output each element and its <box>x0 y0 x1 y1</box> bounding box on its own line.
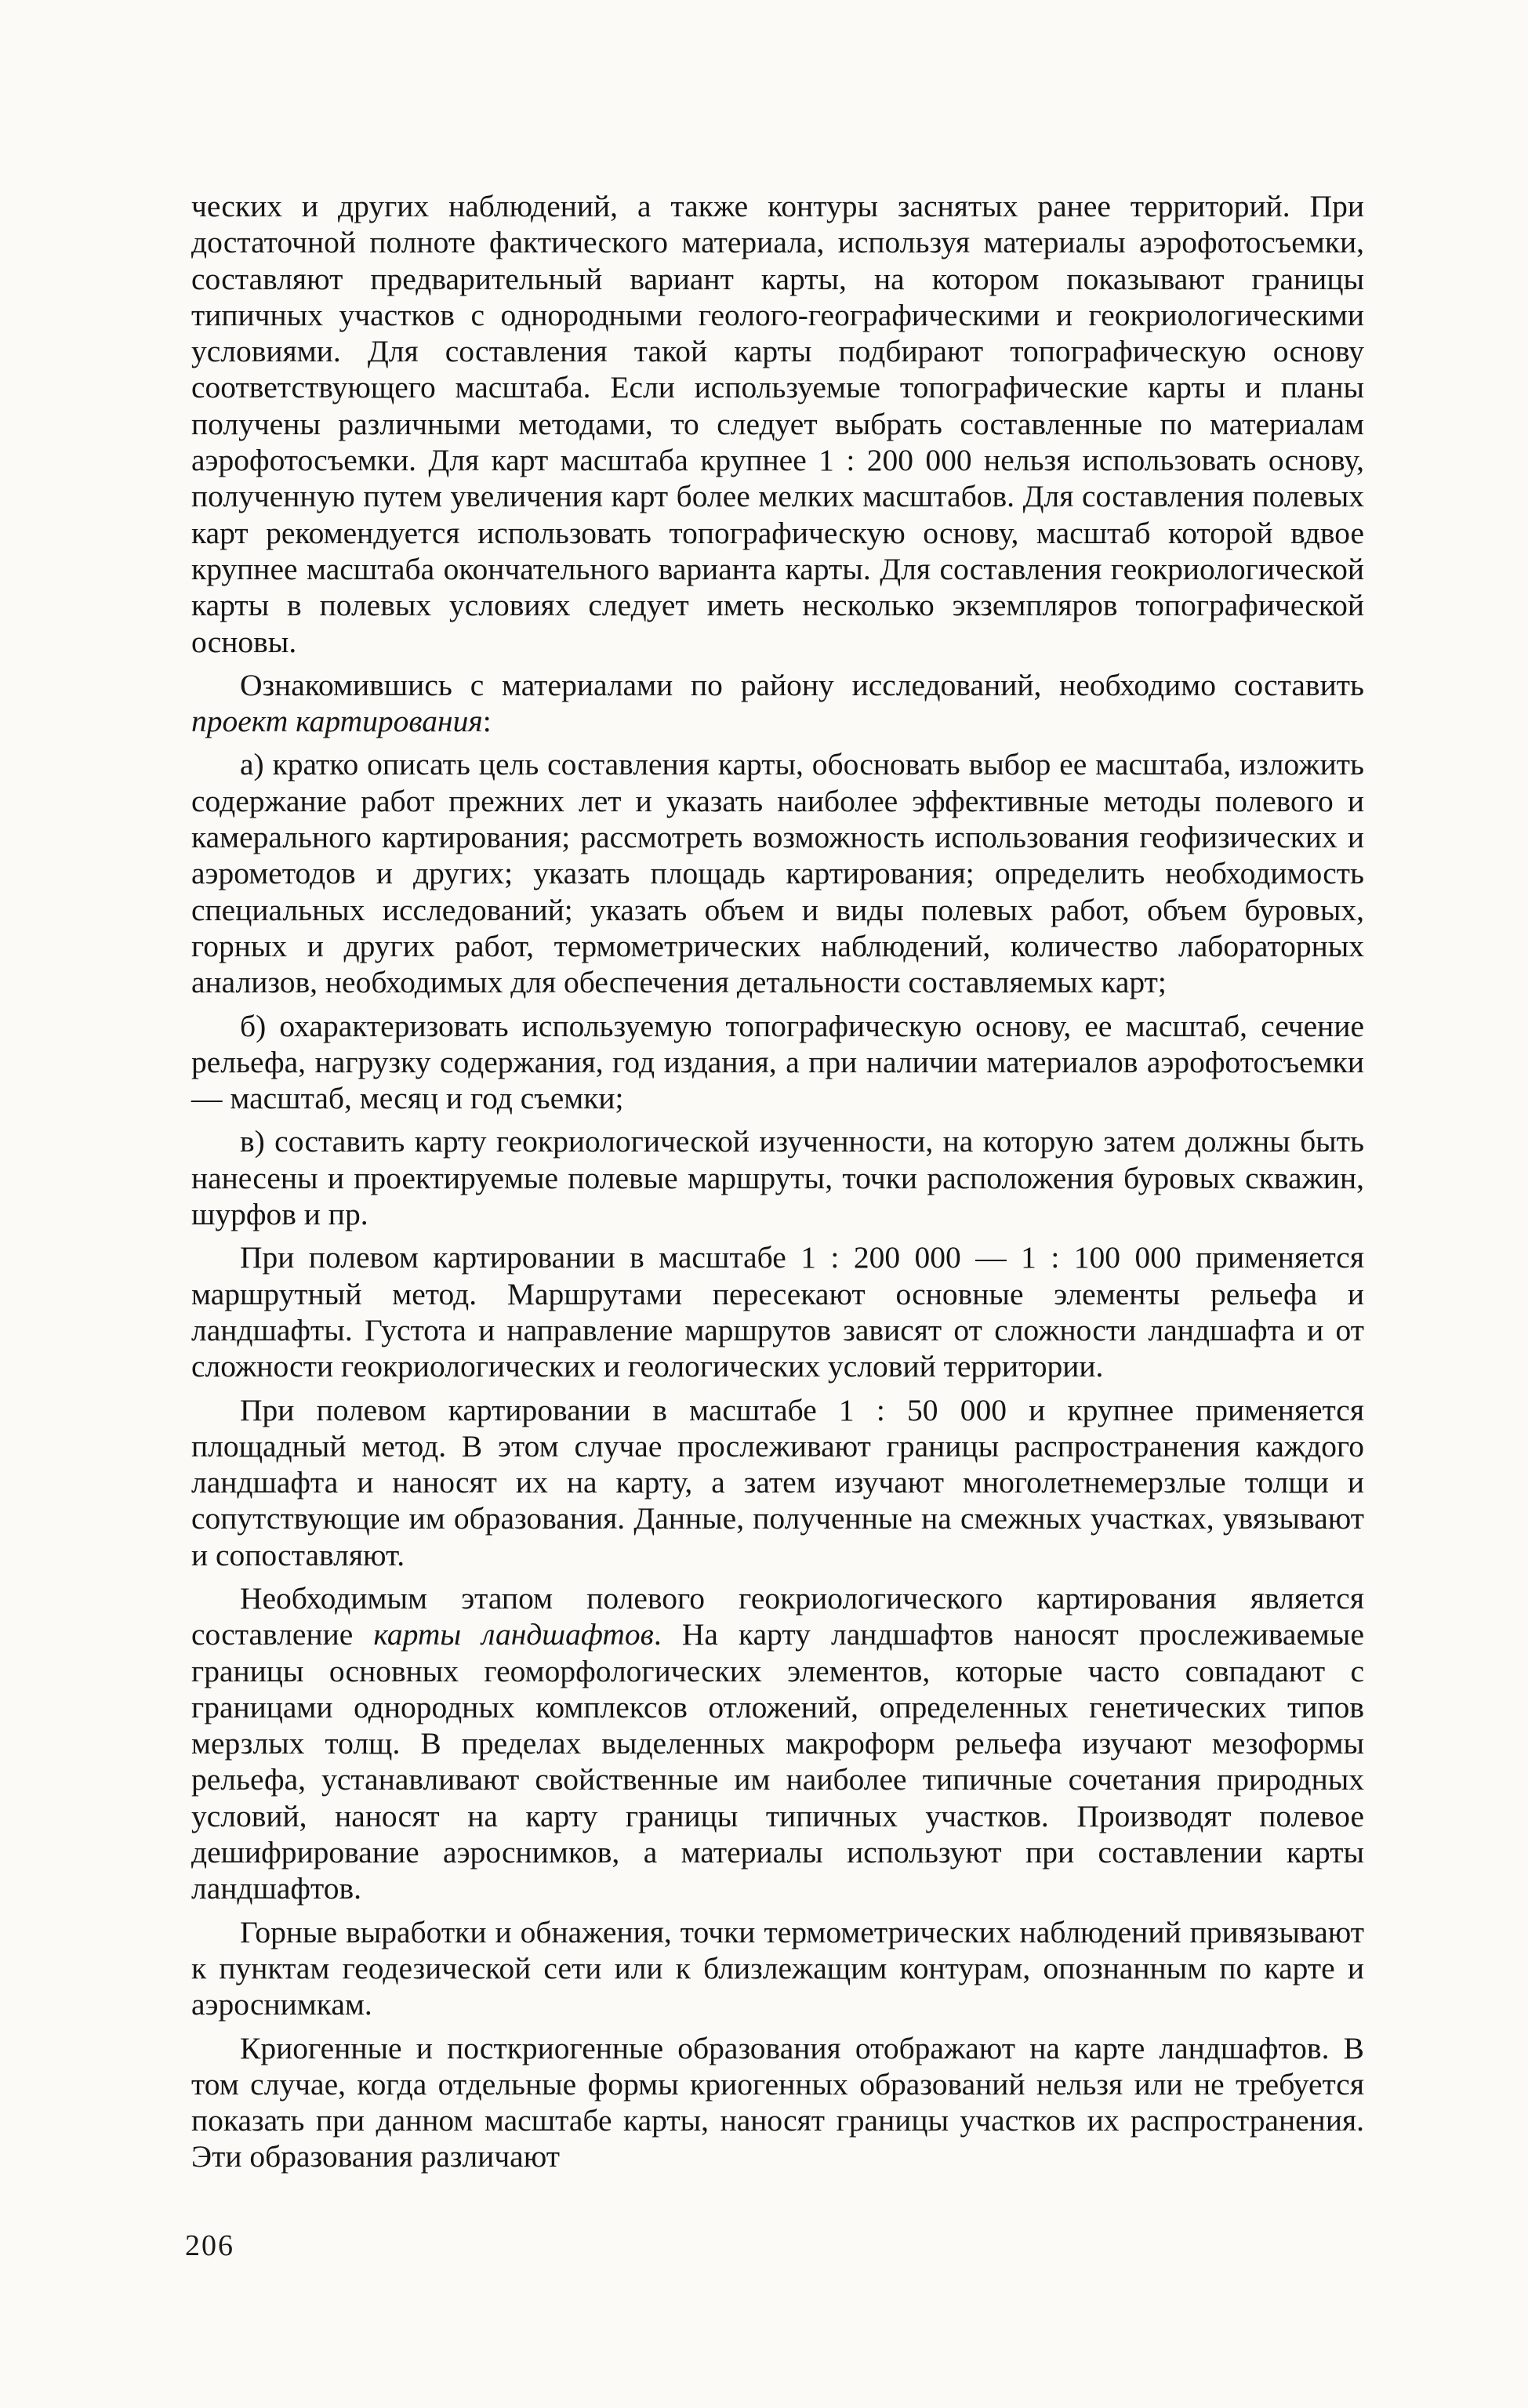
paragraph <box>191 1580 1364 1907</box>
page-number: 206 <box>185 2229 234 2262</box>
italic-term: проект картирования <box>191 704 483 739</box>
text-run: ческих и других наблюдений, а также контуры заснятых ранее территорий. При достаточной полноте фактического материала, используя материалы аэрофотосъемки, составляют предварительный вариант карты, на котором показывают границы типичных участков с однородными геолого-географическими и геокриологическими условиями. Для составления такой карты подбирают топографическую основу соответствующего масштаба. Если используемые топографические карты и планы получены различными методами, то следует выбрать составленные по материалам аэрофотосъемки. Для карт масштаба крупнее 1 : 200 000 нельзя использовать основу, полученную путем увеличения карт более мелких масштабов. Для составления полевых карт рекомендуется использовать топографическую основу, масштаб которой вдвое крупнее масштаба окончательного варианта карты. Для составления геокриологической карты в полевых условиях следует иметь несколько экземпляров топографической основы. <box>191 189 1364 659</box>
text-run: Необходимым этапом полевого геокриологического картирования является составление <box>191 1580 1364 1652</box>
paragraph <box>191 667 1364 740</box>
paragraph <box>191 746 1364 1000</box>
paragraph <box>191 1392 1364 1573</box>
body-text <box>191 188 1364 2182</box>
text-run: При полевом картировании в масштабе 1 : 50 000 и крупнее применяется площадный метод. В этом случае прослеживают границы распространения каждого ландшафта и наносят их на карту, а затем изучают многолетнемерзлые толщи и сопутствующие им образования. Данные, полученные на смежных участках, увязывают и сопоставляют. <box>191 1392 1364 1572</box>
paragraph <box>191 1239 1364 1384</box>
text-run: : <box>482 704 492 739</box>
paragraph <box>191 1008 1364 1117</box>
paragraph <box>191 1914 1364 2023</box>
text-run: Ознакомившись с материалами по району исследований, необходимо составить <box>240 667 1364 702</box>
text-run: а) кратко описать цель составления карты, обосновать выбор ее масштаба, изложить содержание работ прежних лет и указать наиболее эффективные методы полевого и камерального картирования; рассмотреть возможность использования геофизических и аэрометодов и других; указать площадь картирования; определить необходимость специальных исследований; указать объем и виды полевых работ, объем буровых, горных и других работ, термометрических наблюдений, количество лабораторных анализов, необходимых для обеспечения детальности составляемых карт; <box>191 747 1364 1000</box>
paragraph <box>191 2030 1364 2175</box>
text-run: При полевом картировании в масштабе 1 : 200 000 — 1 : 100 000 применяется маршрутный метод. Маршрутами пересекают основные элементы рельефа и ландшафты. Густота и направление маршрутов зависят от сложности ландшафта и от сложности геокриологических и геологических условий территории. <box>191 1240 1364 1384</box>
italic-term: карты ландшафтов <box>373 1617 654 1652</box>
paragraph <box>191 188 1364 660</box>
text-run: . На карту ландшафтов наносят прослеживаемые границы основных геоморфологических элементов, которые часто совпадают с границами однородных комплексов отложений, определенных генетических типов мерзлых толщ. В пределах выделенных макроформ рельефа изучают мезоформы рельефа, устанавливают свойственные им наиболее типичные сочетания природных условий, наносят на карту границы типичных участков. Производят полевое дешифрирование аэроснимков, а материалы используют при составлении карты ландшафтов. <box>191 1617 1364 1906</box>
text-run: в) составить карту геокриологической изученности, на которую затем должны быть нанесены и проектируемые полевые маршруты, точки расположения буровых скважин, шурфов и пр. <box>191 1124 1364 1232</box>
text-run: Криогенные и посткриогенные образования отображают на карте ландшафтов. В том случае, когда отдельные формы криогенных образований нельзя или не требуется показать при данном масштабе карты, наносят границы участков их распространения. Эти образования различают <box>191 2030 1364 2174</box>
text-run: б) охарактеризовать используемую топографическую основу, ее масштаб, сечение рельефа, нагрузку содержания, год издания, а при наличии материалов аэрофотосъемки — масштаб, месяц и год съемки; <box>191 1008 1364 1116</box>
text-run: Горные выработки и обнажения, точки термометрических наблюдений привязывают к пунктам геодезической сети или к близлежащим контурам, опознанным по карте и аэроснимкам. <box>191 1914 1364 2022</box>
paragraph <box>191 1123 1364 1232</box>
